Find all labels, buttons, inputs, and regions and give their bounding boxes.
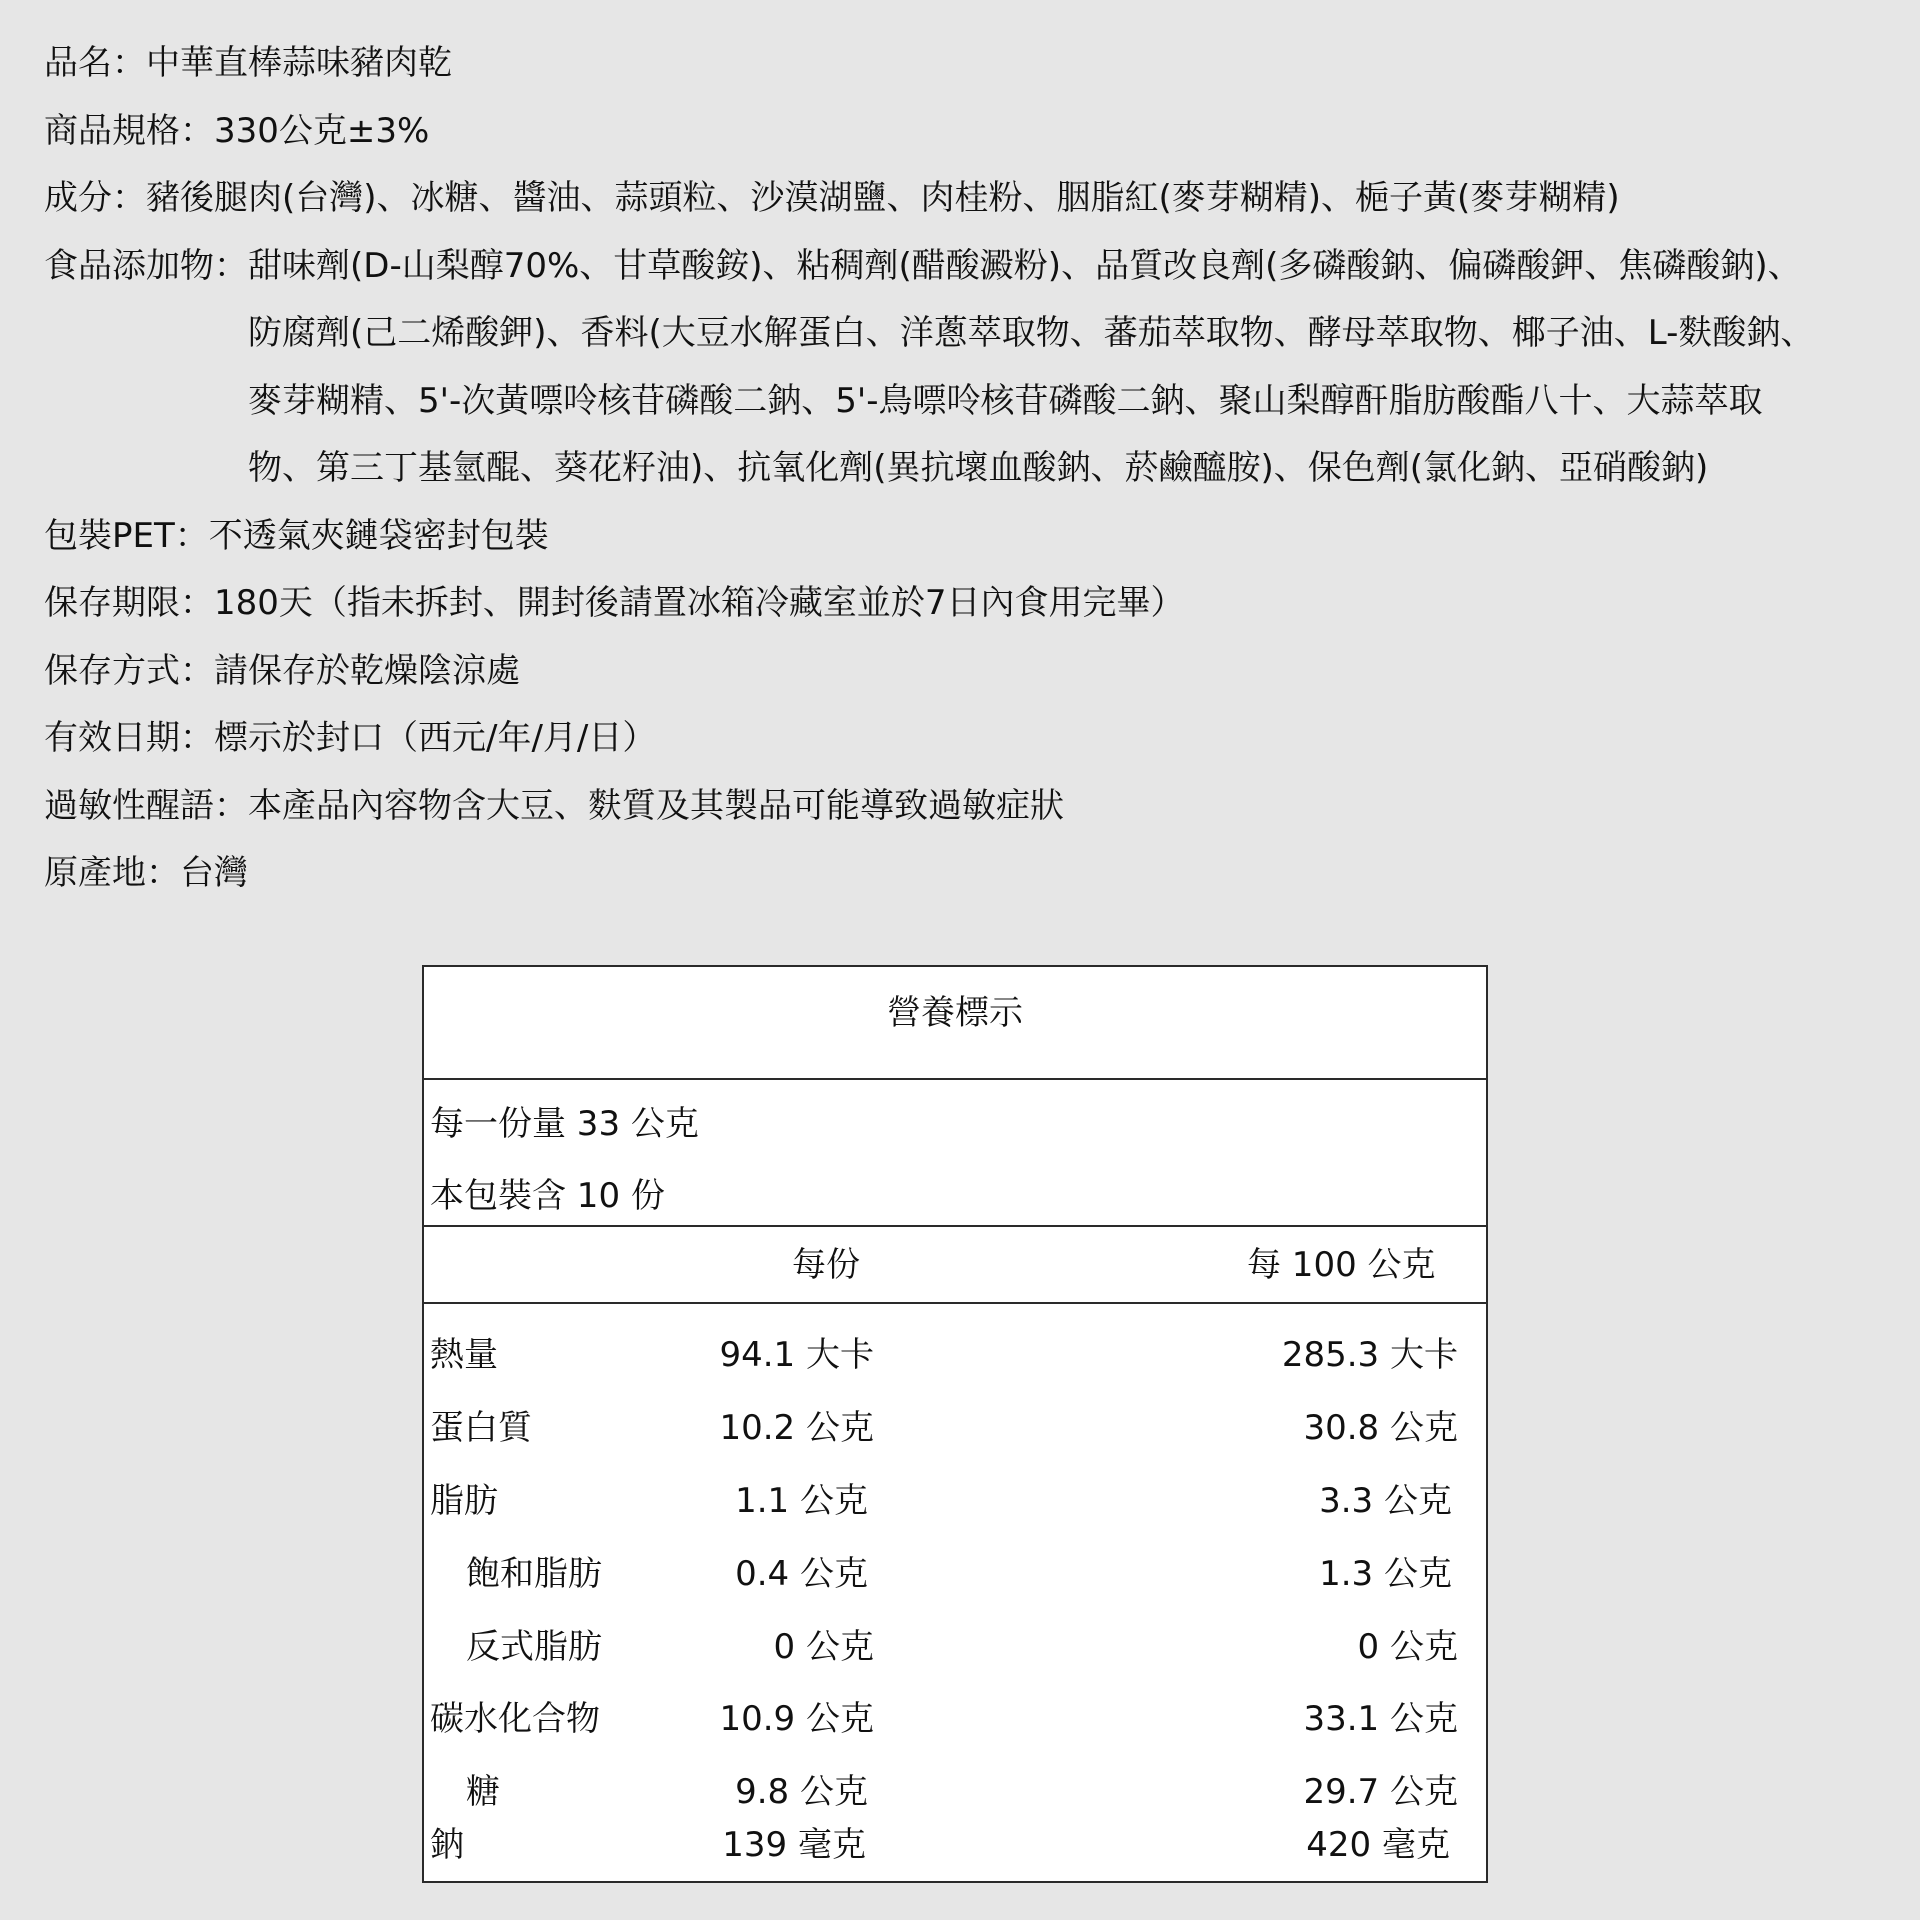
info-key: 品名： (44, 43, 146, 83)
value-per-serving: 1.1 公克 (735, 1481, 868, 1521)
nutrition-serving-info (424, 1078, 1486, 1227)
value-per-100g: 33.1 公克 (1303, 1699, 1458, 1739)
value-per-100g: 1.3 公克 (1319, 1554, 1452, 1594)
info-value: 180天（指未拆封、開封後請置冰箱冷藏室並於7日內食用完畢） (214, 583, 1185, 623)
value-per-100g: 285.3 大卡 (1281, 1335, 1458, 1375)
value-per-serving: 94.1 大卡 (719, 1335, 874, 1375)
value-per-serving: 139 毫克 (722, 1825, 866, 1865)
nutrient-label: 鈉 (430, 1825, 464, 1865)
info-key: 保存期限： (44, 583, 214, 623)
nutrient-label: 糖 (466, 1772, 500, 1812)
value-per-100g: 420 毫克 (1306, 1825, 1450, 1865)
info-row-expiry (44, 705, 1884, 773)
nutrition-row-fat (424, 1473, 1486, 1533)
info-row-packaging (44, 503, 1884, 571)
value-per-serving: 10.9 公克 (719, 1699, 874, 1739)
info-row-origin (44, 840, 1884, 908)
info-key: 過敏性醒語： (44, 785, 248, 826)
header-per-serving: 每份 (792, 1245, 860, 1285)
nutrition-row-sugar (424, 1764, 1486, 1824)
info-key: 原產地： (44, 853, 180, 893)
serving-size: 每一份量 33 公克 (430, 1104, 699, 1144)
info-value: 豬後腿肉(台灣)、冰糖、醬油、蒜頭粒、沙漠湖鹽、肉桂粉、胭脂紅(麥芽糊精)、梔子黃(麥芽糊精) (146, 178, 1620, 218)
info-row-additives (44, 233, 1884, 503)
header-per-100g: 每 100 公克 (1247, 1245, 1436, 1285)
nutrient-label: 脂肪 (430, 1481, 498, 1521)
info-key: 食品添加物： (44, 245, 248, 286)
info-value: 中華直棒蒜味豬肉乾 (146, 43, 452, 83)
info-key: 包裝PET： (44, 515, 209, 556)
nutrition-row-trans-fat (424, 1619, 1486, 1679)
nutrition-table (422, 965, 1488, 1883)
info-value: 台灣 (180, 853, 248, 893)
info-row-shelf-life (44, 570, 1884, 638)
value-per-100g: 29.7 公克 (1303, 1772, 1458, 1812)
info-row-storage (44, 638, 1884, 706)
additives-line: 麥芽糊精、5'-次黃嘌呤核苷磷酸二鈉、5'-鳥嘌呤核苷磷酸二鈉、聚山梨醇酐脂肪酸酯八十、大蒜萃取 (248, 380, 1763, 421)
value-per-serving: 0 公克 (773, 1627, 874, 1667)
value-per-100g: 3.3 公克 (1319, 1481, 1452, 1521)
info-value: 330公克±3% (214, 110, 430, 151)
nutrient-label: 反式脂肪 (466, 1627, 602, 1667)
additives-line: 防腐劑(己二烯酸鉀)、香料(大豆水解蛋白、洋蔥萃取物、蕃茄萃取物、酵母萃取物、椰子油、L-麩酸鈉、 (248, 313, 1815, 353)
nutrition-row-protein (424, 1400, 1486, 1460)
value-per-100g: 30.8 公克 (1303, 1408, 1458, 1448)
additives-line: 物、第三丁基氫醌、葵花籽油)、抗氧化劑(異抗壞血酸鈉、菸鹼醯胺)、保色劑(氯化鈉、亞硝酸鈉) (248, 448, 1709, 488)
info-key: 商品規格： (44, 110, 214, 151)
info-value: 不透氣夾鏈袋密封包裝 (208, 515, 549, 556)
nutrition-row-saturated-fat (424, 1546, 1486, 1606)
info-value: 本產品內容物含大豆、麩質及其製品可能導致過敏症狀 (248, 785, 1064, 826)
value-per-serving: 10.2 公克 (719, 1408, 874, 1448)
additives-line: 甜味劑(D-山梨醇70%、甘草酸銨)、粘稠劑(醋酸澱粉)、品質改良劑(多磷酸鈉、偏磷酸鉀、焦磷酸鈉)、 (248, 245, 1802, 286)
info-value: 標示於封口（西元/年/月/日） (214, 718, 657, 758)
nutrition-row-sodium (424, 1817, 1486, 1877)
nutrition-title: 營養標示 (424, 967, 1486, 1080)
info-row-name (44, 30, 1884, 98)
info-row-allergen (44, 773, 1884, 841)
info-key: 成分： (44, 178, 146, 218)
nutrition-row-energy (424, 1327, 1486, 1387)
info-key: 保存方式： (44, 650, 214, 691)
info-value (248, 233, 1884, 503)
value-per-100g: 0 公克 (1357, 1627, 1458, 1667)
product-info (44, 30, 1884, 908)
nutrient-label: 飽和脂肪 (466, 1554, 602, 1594)
info-row-ingredients (44, 165, 1884, 233)
nutrient-label: 蛋白質 (430, 1408, 532, 1448)
info-key: 有效日期： (44, 718, 214, 758)
value-per-serving: 9.8 公克 (735, 1772, 868, 1812)
value-per-serving: 0.4 公克 (735, 1554, 868, 1594)
info-row-spec (44, 98, 1884, 166)
nutrition-column-headers (424, 1225, 1486, 1304)
servings-per-pack: 本包裝含 10 份 (430, 1176, 665, 1216)
nutrient-label: 碳水化合物 (430, 1699, 600, 1739)
nutrient-label: 熱量 (430, 1335, 498, 1375)
info-value: 請保存於乾燥陰涼處 (214, 650, 520, 691)
nutrition-row-carbohydrate (424, 1691, 1486, 1751)
